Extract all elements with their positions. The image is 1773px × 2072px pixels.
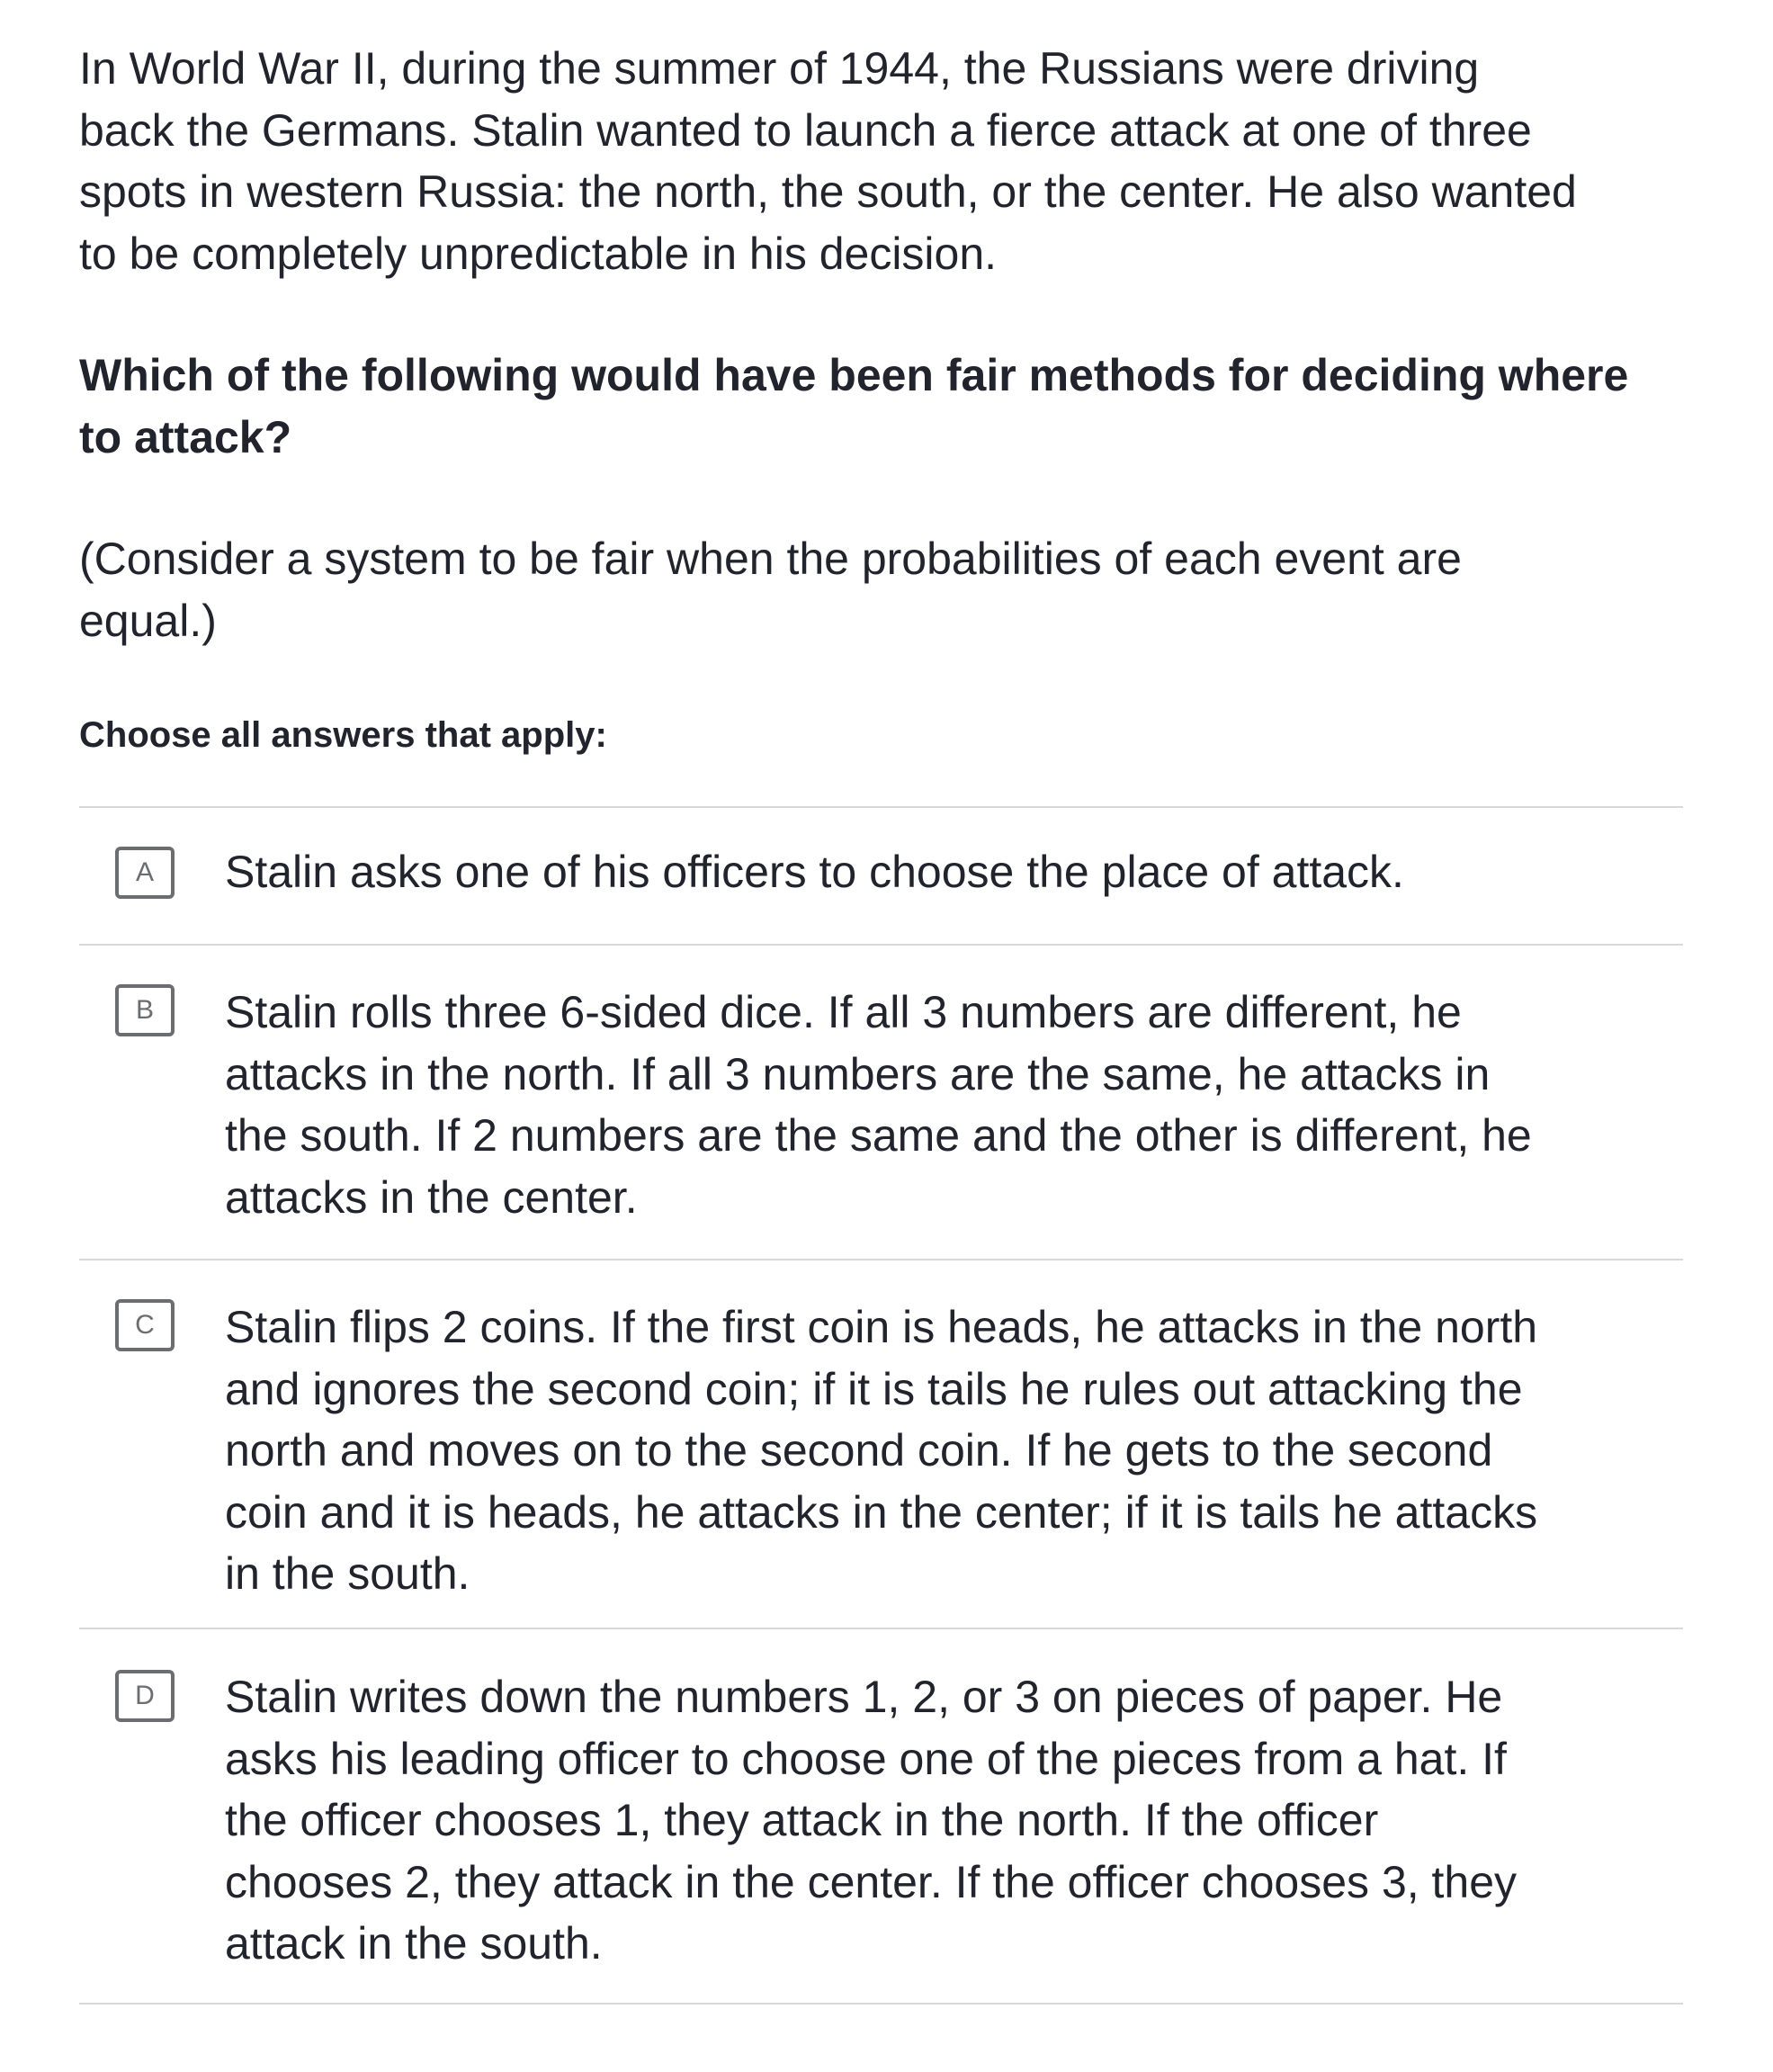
text-line: Stalin rolls three 6-sided dice. If all 3 numbers are different, he [225,987,1462,1037]
text-line: Stalin writes down the numbers 1, 2, or 3 on pieces of paper. He [225,1672,1503,1722]
text-line: to attack? [79,411,292,462]
fairness-note [79,528,1752,651]
text-line: the south. If 2 numbers are the same and the other is different, he [225,1110,1532,1161]
text-line: Which of the following would have been fair methods for deciding where [79,350,1629,400]
text-line: spots in western Russia: the north, the south, or the center. He also wanted [79,166,1577,217]
text-line: attacks in the north. If all 3 numbers are the same, he attacks in [225,1048,1491,1099]
intro-paragraph [79,38,1752,284]
text-line: In World War II, during the summer of 1944, the Russians were driving [79,43,1480,94]
text-line: (Consider a system to be fair when the probabilities of each event are [79,534,1462,584]
text-line: Stalin flips 2 coins. If the first coin is heads, he attacks in the north [225,1302,1538,1352]
choice-c[interactable] [79,1260,1683,1628]
choice-letter-box[interactable]: C [115,1299,175,1351]
text-line: in the south. [225,1548,470,1599]
text-line: Stalin asks one of his officers to choose the place of attack. [225,847,1404,897]
text-line: chooses 2, they attack in the center. If the officer chooses 3, they [225,1856,1518,1907]
instruction-text: Choose all answers that apply: [79,715,607,755]
text-line: back the Germans. Stalin wanted to launch a fierce attack at one of three [79,104,1532,156]
text-line: coin and it is heads, he attacks in the center; if it is tails he attacks [225,1486,1538,1538]
text-line: attacks in the center. [225,1171,638,1223]
text-line: equal.) [79,595,217,646]
choice-d[interactable] [79,1629,1683,2003]
choice-b[interactable] [79,946,1683,1259]
text-line: to be completely unpredictable in his decision. [79,228,998,279]
choice-letter-box[interactable]: D [115,1670,175,1722]
choice-letter-box[interactable]: B [115,984,175,1036]
text-line: asks his leading officer to choose one of the pieces from a hat. If [225,1733,1507,1784]
text-line: and ignores the second coin; if it is tails he rules out attacking the [225,1363,1523,1414]
choice-text [225,841,1404,903]
choice-letter-box[interactable]: A [115,847,175,899]
text-line: attack in the south. [225,1918,603,1969]
choice-text [225,982,1532,1228]
choice-text [225,1296,1537,1605]
choice-text [225,1666,1517,1975]
text-line: the officer chooses 1, they attack in the north. If the officer [225,1795,1379,1845]
choice-a[interactable] [79,808,1683,944]
divider [79,2003,1683,2005]
text-line: north and moves on to the second coin. If he gets to the second [225,1425,1493,1476]
question-text [79,345,1752,468]
